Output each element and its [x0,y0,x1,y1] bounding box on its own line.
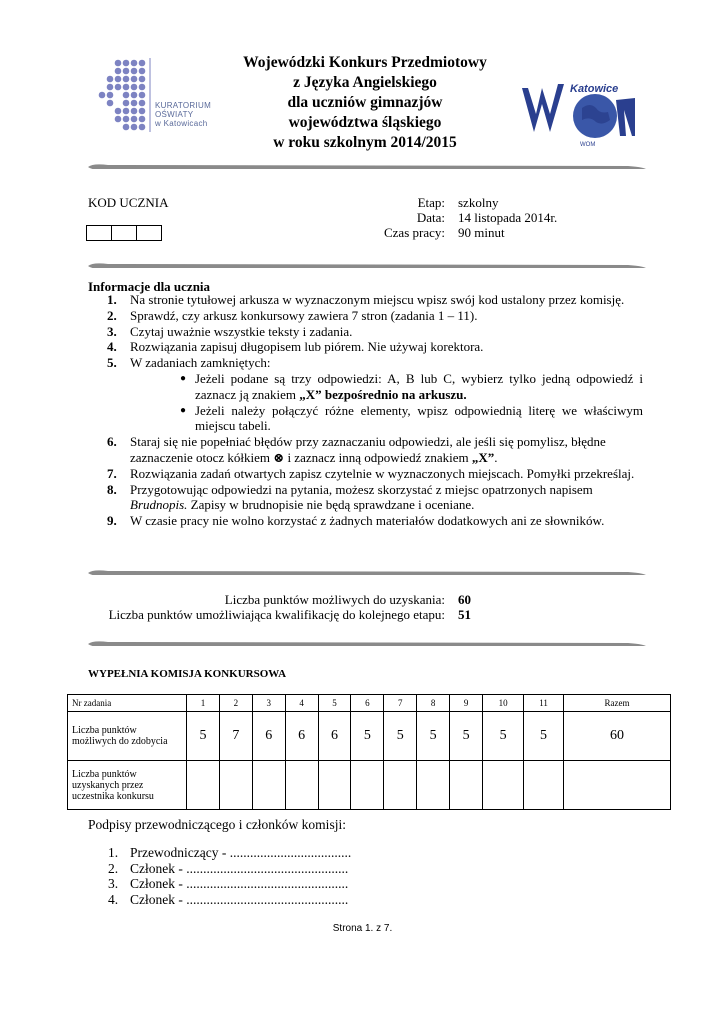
student-code-boxes[interactable] [87,225,162,241]
item-text: Rozwiązania zapisuj długopisem lub piórem. Nie używaj korektora. [130,339,484,355]
item-number: 4. [107,339,117,355]
earned-points-cell[interactable] [219,761,252,810]
kuratorium-logo-text [155,101,211,128]
code-box[interactable] [111,225,137,241]
item-text: Przygotowując odpowiedzi na pytania, możesz skorzystać z miejsc opatrzonych napisem [130,481,593,497]
item-text: Czytaj uważnie wszystkie teksty i zadania. [130,323,353,339]
task-number: 2 [219,695,252,712]
code-box[interactable] [136,225,162,241]
signatures-list [88,845,351,907]
signature-line: Członek - ................................................ [130,876,349,891]
kuratorium-dots-icon [92,58,162,138]
sub-item [130,371,643,403]
wom-logo [520,70,635,150]
title-line-1: Wojewódzki Konkurs Przedmiotowy [243,54,487,71]
item-number: 7. [107,465,117,481]
time-label: Czas pracy: [383,225,445,240]
item-number: 3. [108,876,119,891]
sub-item [130,403,643,435]
bullet-icon: ● [180,372,187,384]
list-item [88,292,643,308]
task-number: 7 [384,695,417,712]
max-points-cell: 60 [563,712,670,761]
signature-line: Przewodniczący - .................................... [130,845,352,860]
item-number: 3. [107,323,117,339]
instructions-list [88,292,643,529]
max-points-cell: 5 [187,712,220,761]
list-item [88,355,643,434]
wom-globe-icon [520,70,635,150]
item-text: Zapisy w brudnopisie nie będą sprawdzane i oceniane. [187,497,475,513]
max-points-cell: 5 [483,712,524,761]
item-text: . [494,449,498,465]
task-number: 6 [351,695,384,712]
sub-item-text: Jeżeli należy połączyć różne elementy, wpisz odpowiednią literę we właściwym miejscu tabeli. [195,402,643,434]
item-number: 2. [107,307,117,323]
item-number: 8. [107,481,117,497]
task-number: 3 [252,695,285,712]
earned-points-cell[interactable] [384,761,417,810]
sub-item-text: Jeżeli podane są trzy odpowiedzi: A, B lub C, wybierz tylko jedną odpowiedź i zaznacz ją znakiem [195,370,643,402]
item-number: 1. [108,845,119,860]
list-item [88,482,643,514]
item-number: 1. [107,292,117,307]
divider-1 [88,163,646,169]
list-item [88,876,351,892]
max-points-cell: 5 [384,712,417,761]
max-points-cell: 5 [351,712,384,761]
list-item [88,339,643,355]
signature-line: Członek - ................................................ [130,891,349,907]
task-number: 8 [417,695,450,712]
divider-2 [88,262,646,268]
list-item [88,308,643,324]
title-line-2: z Języka Angielskiego [293,74,437,91]
item-text: Staraj się nie popełniać błędów przy zaznaczaniu odpowiedzi, ale jeśli się pomylisz, błędne zaznaczenie otocz kółkiem [130,434,606,465]
info-heading: Informacje dla ucznia [88,279,211,294]
date-value: 14 listopada 2014r. [458,210,558,225]
row-label-max: Liczba punktów możliwych do zdobycia [68,712,187,761]
list-item [88,845,351,861]
komisja-heading: WYPEŁNIA KOMISJA KONKURSOWA [88,668,287,680]
kuratorium-line-2: OŚWIATY [155,110,194,119]
score-table [67,694,671,810]
sub-list [130,371,643,434]
title-line-4: województwa śląskiego [288,114,442,131]
list-item [88,466,643,482]
earned-points-cell[interactable] [450,761,483,810]
signatures-heading: Podpisy przewodniczącego i członków komisji: [88,817,346,832]
table-row [68,712,671,761]
sub-item-bold: „X” bezpośrednio na arkuszu. [299,386,467,402]
wom-city-text: Katowice [570,83,619,95]
task-number: 11 [524,695,564,712]
divider-4 [88,640,646,646]
item-text: W czasie pracy nie wolno korzystać z żadnych materiałów dodatkowych ani ze słowników. [130,513,605,529]
student-code-label: KOD UCZNIA [88,195,169,210]
item-number: 2. [108,860,119,876]
title-line-5: w roku szkolnym 2014/2015 [273,134,457,151]
task-number: 4 [285,695,318,712]
table-row [68,761,671,810]
task-number: 9 [450,695,483,712]
item-text: Rozwiązania zadań otwartych zapisz czytelnie w wyznaczonych miejscach. Pomyłki przekreślaj. [130,465,635,481]
max-points-cell: 5 [417,712,450,761]
task-number: 1 [187,695,220,712]
time-value: 90 minut [458,225,505,240]
earned-points-cell[interactable] [187,761,220,810]
item-text: i zaznacz inną odpowiedź znakiem [284,449,472,465]
earned-points-cell[interactable] [351,761,384,810]
item-text: Sprawdź, czy arkusz konkursowy zawiera 7 stron (zadania 1 – 11). [130,307,478,323]
earned-points-cell[interactable] [318,761,351,810]
earned-points-cell[interactable] [524,761,564,810]
max-points-cell: 6 [285,712,318,761]
item-number: 9. [107,513,117,529]
qual-points-value: 51 [458,607,471,622]
item-mark: „X” [471,449,495,465]
item-number: 5. [107,355,117,371]
item-italic: Brudnopis. [130,497,188,513]
table-header-label: Nr zadania [68,695,187,712]
table-row [68,695,671,712]
max-points-label: Liczba punktów możliwych do uzyskania: [224,592,445,607]
task-number: 10 [483,695,524,712]
code-box[interactable] [86,225,112,241]
qual-points-label: Liczba punktów umożliwiająca kwalifikację do kolejnego etapu: [108,607,445,622]
date-label: Data: [416,210,445,225]
max-points-cell: 6 [318,712,351,761]
kuratorium-line-1: KURATORIUM [155,101,212,110]
task-number: Razem [563,695,670,712]
max-points-cell: 5 [450,712,483,761]
list-item [88,892,351,908]
item-text: Na stronie tytułowej arkusza w wyznaczonym miejscu wpisz swój kod ustalony przez komisję. [130,292,625,307]
max-points-cell: 5 [524,712,564,761]
earned-points-cell[interactable] [285,761,318,810]
stage-label: Etap: [417,195,445,210]
row-label-earned: Liczba punktów uzyskanych przez uczestnika konkursu [68,761,187,810]
list-item [88,324,643,340]
max-points-cell: 7 [219,712,252,761]
wom-text: WOM [580,142,596,148]
bullet-icon: ● [180,404,187,416]
item-text: W zadaniach zamkniętych: [130,355,271,371]
circled-x-icon: ⊗ [273,449,285,465]
earned-points-cell[interactable] [483,761,524,810]
earned-points-cell[interactable] [563,761,670,810]
page-title [205,53,525,153]
divider-3 [88,569,646,575]
list-item [88,434,643,466]
task-number: 5 [318,695,351,712]
list-item [88,861,351,877]
title-line-3: dla uczniów gimnazjów [287,94,443,111]
max-points-cell: 6 [252,712,285,761]
item-number: 4. [108,891,119,907]
kuratorium-line-3: w Katowicach [155,119,208,128]
earned-points-cell[interactable] [252,761,285,810]
list-item [88,513,643,529]
signature-line: Członek - ................................................ [130,860,349,876]
page-number: Strona 1. z 7. [332,923,393,934]
earned-points-cell[interactable] [417,761,450,810]
stage-value: szkolny [458,195,499,210]
item-number: 6. [107,434,117,450]
max-points-value: 60 [458,592,471,607]
